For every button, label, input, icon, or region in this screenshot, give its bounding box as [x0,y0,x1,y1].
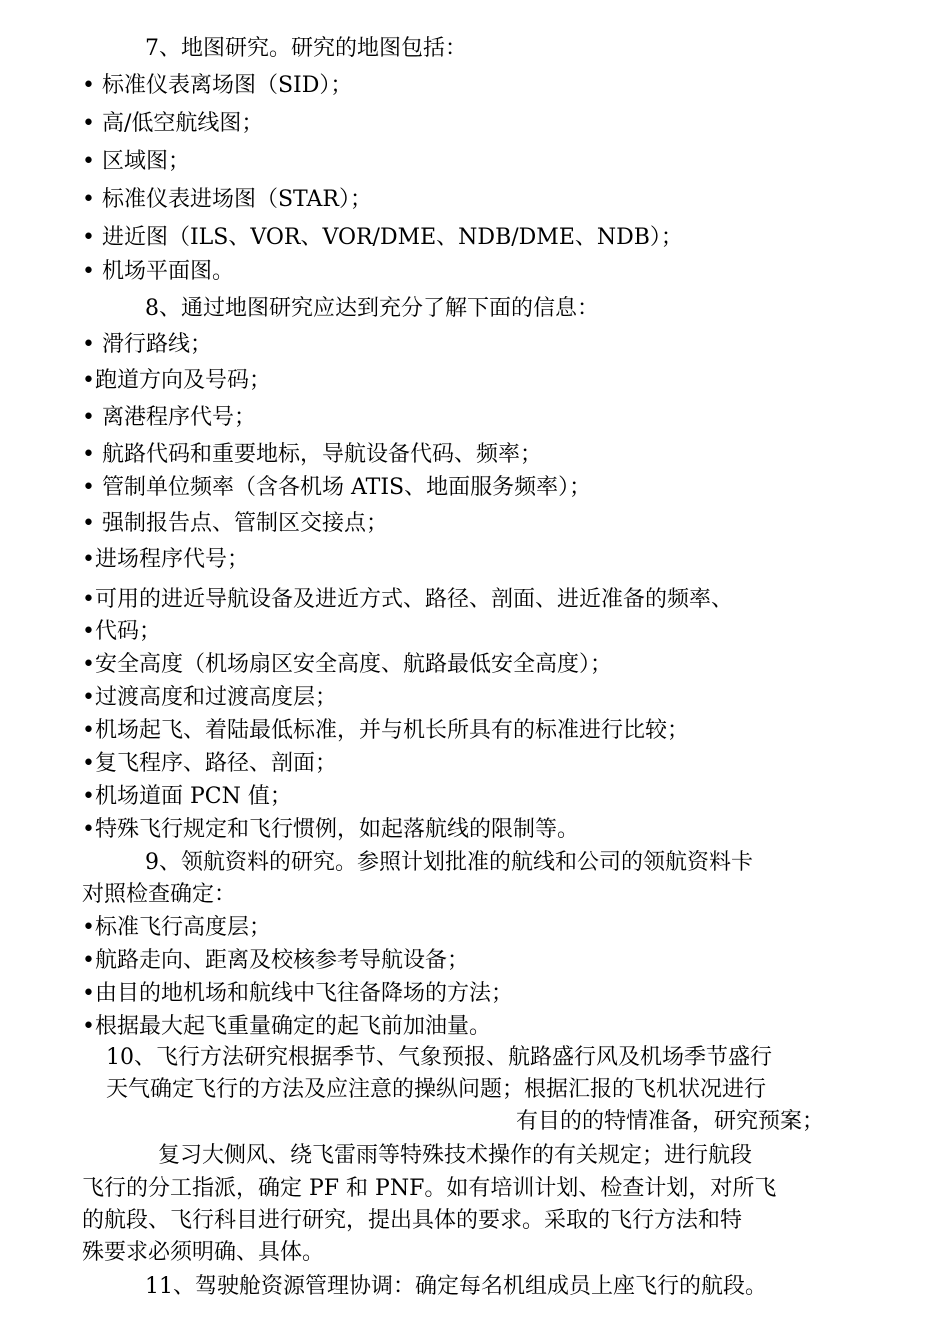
text-line-9-title: 9、领航资料的研究。参照计划批准的航线和公司的领航资料卡 [145,850,753,875]
list-item-flight-level: •标准飞行高度层； [82,915,271,940]
text-line-review-cont1: 飞行的分工指派，确定 PF 和 PNF。如有培训计划、检查计划，对所飞 [82,1176,777,1201]
list-item-route-direction: •航路走向、距离及校核参考导航设备； [82,948,469,973]
text-line-10-title: 10、飞行方法研究根据季节、气象预报、航路盛行风及机场季节盛行 [106,1045,772,1070]
list-item-airport-chart: • 机场平面图。 [82,259,234,284]
text-line-9-cont: 对照检查确定： [82,882,237,907]
list-item-reporting-point: • 强制报告点、管制区交接点； [82,511,388,536]
text-line-10-cont1: 天气确定飞行的方法及应注意的操纵问题；根据汇报的飞机状况进行 [106,1077,767,1102]
list-item-airway-chart: • 高/低空航线图； [82,111,264,136]
text-line-10-cont2: 有目的的特情准备，研究预案； [516,1109,825,1134]
list-item-alternate-method: •由目的地机场和航线中飞往备降场的方法； [82,981,513,1006]
list-item-missed-approach: •复飞程序、路径、剖面； [82,751,337,776]
list-item-runway: •跑道方向及号码； [82,368,271,393]
list-item-approach-chart: • 进近图（ILS、VOR、VOR/DME、NDB/DME、NDB）； [82,225,683,250]
list-item-transition-altitude: •过渡高度和过渡高度层； [82,685,337,710]
list-item-safe-altitude: •安全高度（机场扇区安全高度、航路最低安全高度）； [82,652,612,677]
list-item-atc-frequency: • 管制单位频率（含各机场 ATIS、地面服务频率）； [82,475,592,500]
text-line-11-title: 11、驾驶舱资源管理协调：确定每名机组成员上座飞行的航段。 [145,1274,767,1299]
list-item-star: • 标准仪表进场图（STAR）； [82,187,372,212]
list-item-code: •代码； [82,619,161,644]
list-item-pcn: •机场道面 PCN 值； [82,784,292,809]
text-line-review-cont3: 殊要求必须明确、具体。 [82,1240,325,1265]
list-item-departure-code: • 离港程序代号； [82,405,256,430]
text-line-review: 复习大侧风、绕飞雷雨等特殊技术操作的有关规定；进行航段 [158,1143,753,1168]
list-item-route-code: • 航路代码和重要地标，导航设备代码、频率； [82,442,542,467]
text-line-review-cont2: 的航段、飞行科目进行研究，提出具体的要求。采取的飞行方法和特 [82,1208,743,1233]
list-item-sid: • 标准仪表离场图（SID）； [82,73,353,98]
list-item-fuel: •根据最大起飞重量确定的起飞前加油量。 [82,1014,491,1039]
list-item-area-chart: • 区域图； [82,149,190,174]
text-line-7-title: 7、地图研究。研究的地图包括： [145,36,467,61]
text-line-8-title: 8、通过地图研究应达到充分了解下面的信息： [145,296,599,321]
list-item-arrival-code: •进场程序代号； [82,547,249,572]
list-item-approach-aids: •可用的进近导航设备及进近方式、路径、剖面、进近准备的频率、 [82,587,733,612]
list-item-taxi: • 滑行路线； [82,332,212,357]
list-item-minimums: •机场起飞、着陆最低标准，并与机长所具有的标准进行比较； [82,718,689,743]
list-item-special-rules: •特殊飞行规定和飞行惯例，如起落航线的限制等。 [82,817,579,842]
